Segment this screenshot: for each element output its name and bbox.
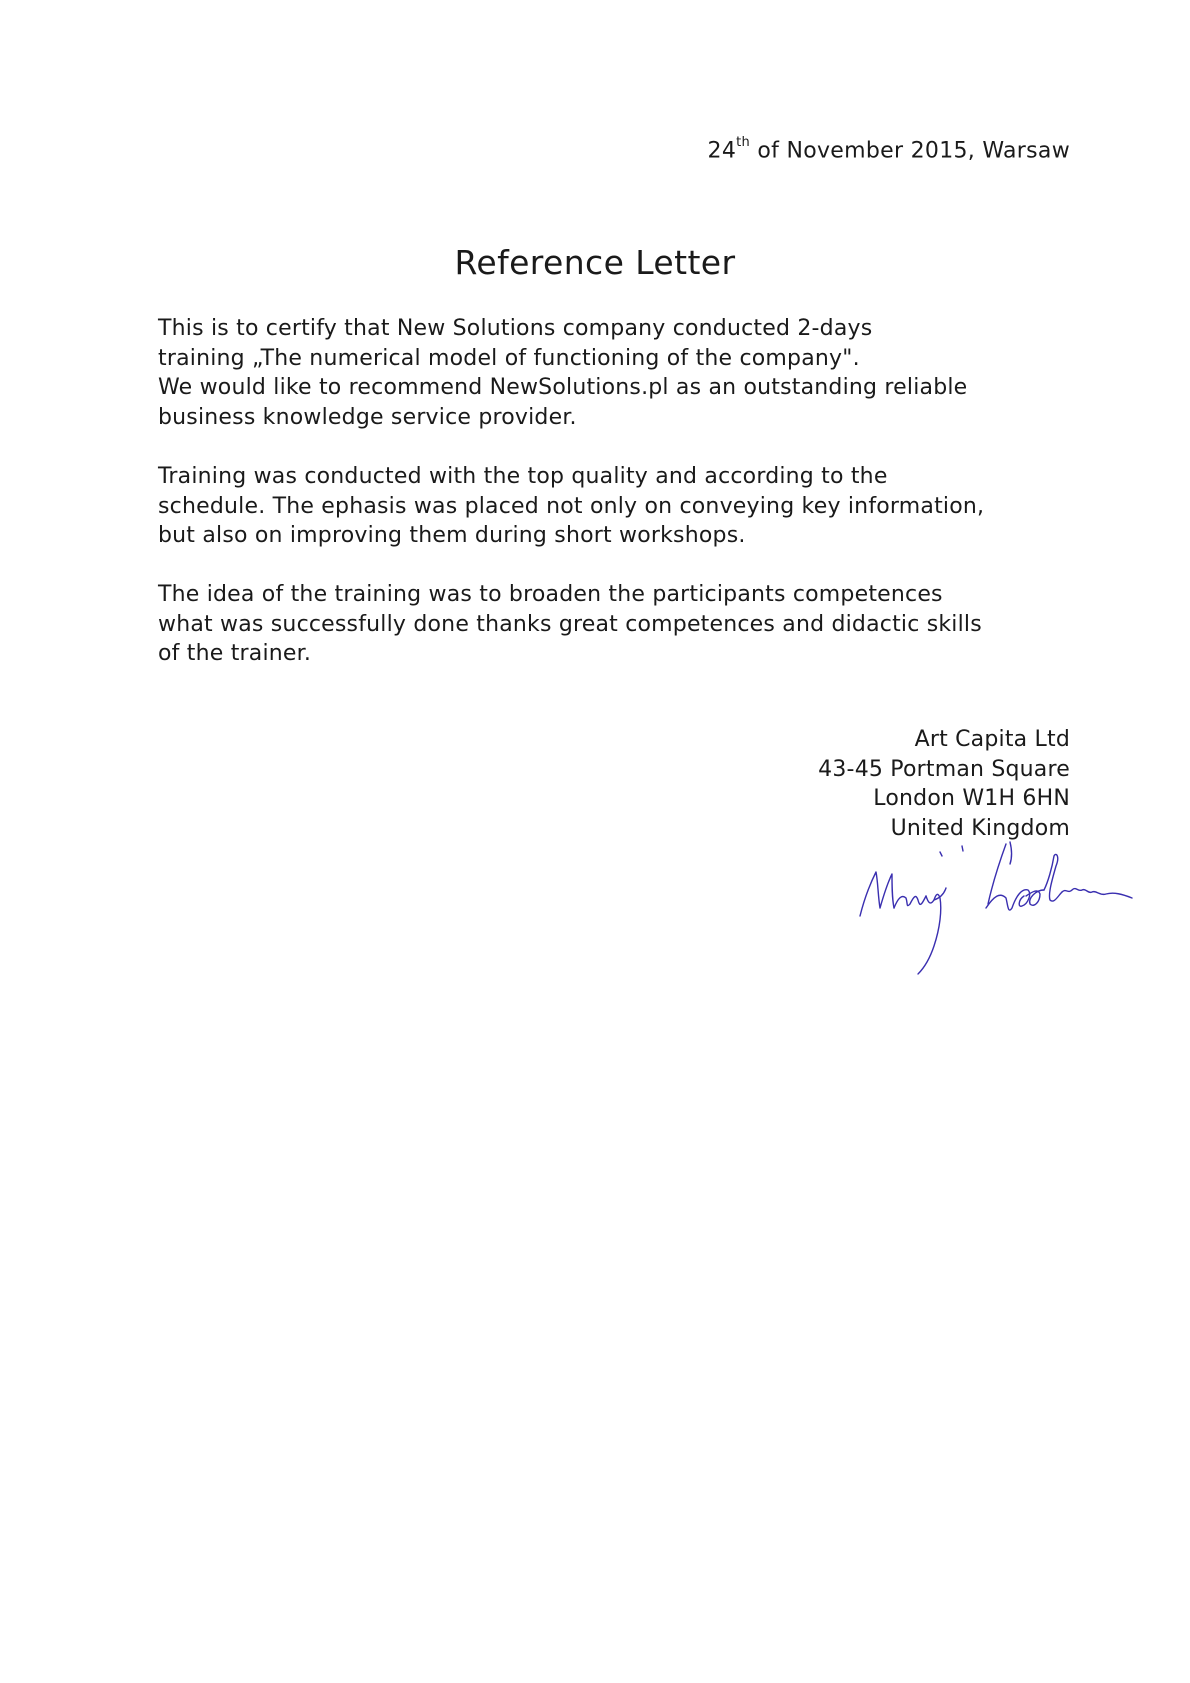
paragraph-line: Training was conducted with the top quality and according to the xyxy=(158,464,888,489)
address-company: Art Capita Ltd xyxy=(914,727,1070,752)
body-paragraph-3 xyxy=(158,580,1058,669)
address-country: United Kingdom xyxy=(890,815,1070,841)
paragraph-line: The idea of the training was to broaden the participants competences xyxy=(158,582,943,607)
handwritten-signature xyxy=(850,838,1140,978)
sender-address xyxy=(818,725,1070,843)
address-street: 43-45 Portman Square xyxy=(818,756,1070,782)
body-paragraph-1 xyxy=(158,314,1058,432)
paragraph-line: We would like to recommend NewSolutions.pl as an outstanding reliable xyxy=(158,375,968,400)
body-paragraph-2 xyxy=(158,462,1058,551)
letter-title: Reference Letter xyxy=(454,243,736,282)
paragraph-line: schedule. The ephasis was placed not only on conveying key information, xyxy=(158,493,985,519)
paragraph-line: but also on improving them during short workshops. xyxy=(158,523,746,548)
date-suffix: th xyxy=(736,135,751,150)
date-day: 24 xyxy=(707,138,737,164)
letter-date xyxy=(707,135,1070,164)
paragraph-line: business knowledge service provider. xyxy=(158,404,577,430)
address-city: London W1H 6HN xyxy=(873,786,1070,811)
paragraph-line: This is to certify that New Solutions company conducted 2-days xyxy=(158,316,873,341)
paragraph-line: of the trainer. xyxy=(158,641,312,666)
paragraph-line: what was successfully done thanks great competences and didactic skills xyxy=(158,611,982,637)
date-rest: of November 2015, Warsaw xyxy=(750,138,1070,164)
paragraph-line: training „The numerical model of functioning of the company". xyxy=(158,345,860,371)
